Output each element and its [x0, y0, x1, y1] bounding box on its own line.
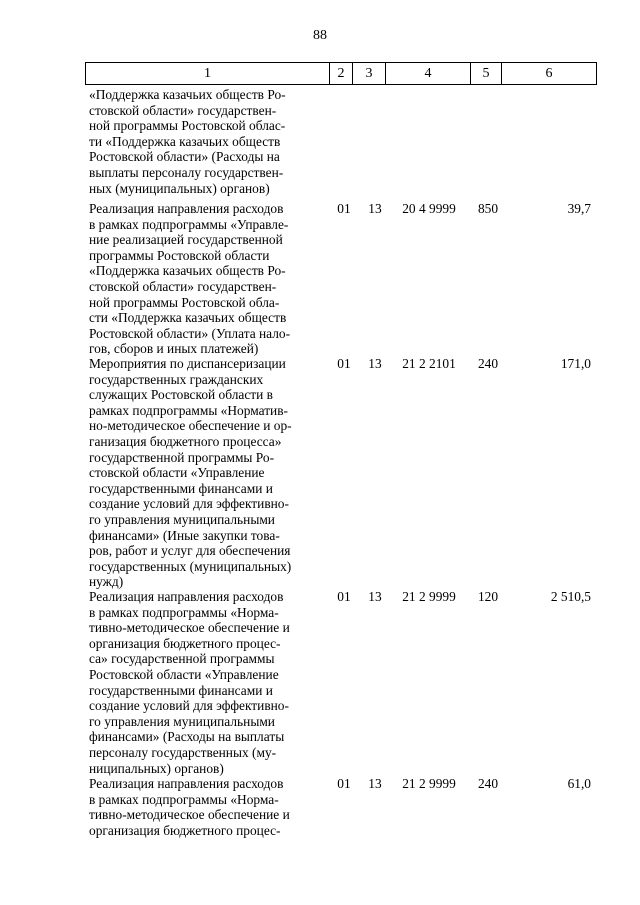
row-subsection: 13 — [368, 356, 382, 371]
header-col-1: 1 — [86, 63, 330, 85]
row-subsection: 13 — [368, 776, 382, 791]
header-col-5: 5 — [471, 63, 502, 85]
row-target-code: 21 2 2101 — [402, 356, 456, 371]
row-target-code: 21 2 9999 — [402, 776, 456, 791]
table-header — [85, 62, 597, 85]
row-description: Реализация направления расходов в рамках подпрограммы «Управле- ние реализацией государственной программы Ростовской области «Поддержка казачьих обществ Ро- стовской области» государствен- ной программы Ростовской обла- сти «Поддержка казачьих обществ Ростовской области» (Уплата нало- гов, сборов и иных платежей) — [89, 201, 291, 357]
row-amount: 171,0 — [560, 356, 591, 371]
row-expense-type: 120 — [477, 589, 499, 604]
row-description: Реализация направления расходов в рамках подпрограммы «Норма- тивно-методическое обеспечение и организация бюджетного процес- са» государственной программы Ростовской области «Управление государственными финансами и создание условий для эффективно- го управления муниципальными финансами» (Расходы на выплаты персоналу государственных (му- ниципальных) органов) — [89, 589, 290, 776]
row-amount: 2 510,5 — [550, 589, 591, 604]
header-col-4: 4 — [386, 63, 471, 85]
row-amount: 61,0 — [567, 776, 591, 791]
header-col-3: 3 — [353, 63, 386, 85]
header-col-6: 6 — [502, 63, 597, 85]
row-description: «Поддержка казачьих обществ Ро- стовской области» государствен- ной программы Ростовской облас- ти «Поддержка казачьих обществ Ростовской области» (Расходы на выплаты персоналу государствен- ных (муниципальных) органов) — [89, 87, 286, 196]
row-expense-type: 240 — [477, 356, 499, 371]
row-subsection: 13 — [368, 589, 382, 604]
row-description: Мероприятия по диспансеризации государственных гражданских служащих Ростовской области в рамках подпрограммы «Норматив- но-методическое обеспечение и ор- ганизация бюджетного процесса» государственной программы Ро- стовской области «Управление государственными финансами и создание условий для эффективно- го управления муниципальными финансами» (Иные закупки това- ров, работ и услуг для обеспечения государственных (муниципальных) нужд) — [89, 356, 292, 590]
header-row — [86, 63, 597, 85]
row-amount: 39,7 — [567, 201, 591, 216]
row-description: Реализация направления расходов в рамках подпрограммы «Норма- тивно-методическое обеспечение и организация бюджетного процес- — [89, 776, 290, 838]
row-section: 01 — [337, 201, 351, 216]
page-number: 88 — [313, 28, 327, 43]
row-expense-type: 850 — [477, 201, 499, 216]
row-section: 01 — [337, 589, 351, 604]
row-expense-type: 240 — [477, 776, 499, 791]
row-section: 01 — [337, 776, 351, 791]
row-section: 01 — [337, 356, 351, 371]
row-target-code: 20 4 9999 — [402, 201, 456, 216]
row-target-code: 21 2 9999 — [402, 589, 456, 604]
header-col-2: 2 — [330, 63, 353, 85]
row-subsection: 13 — [368, 201, 382, 216]
